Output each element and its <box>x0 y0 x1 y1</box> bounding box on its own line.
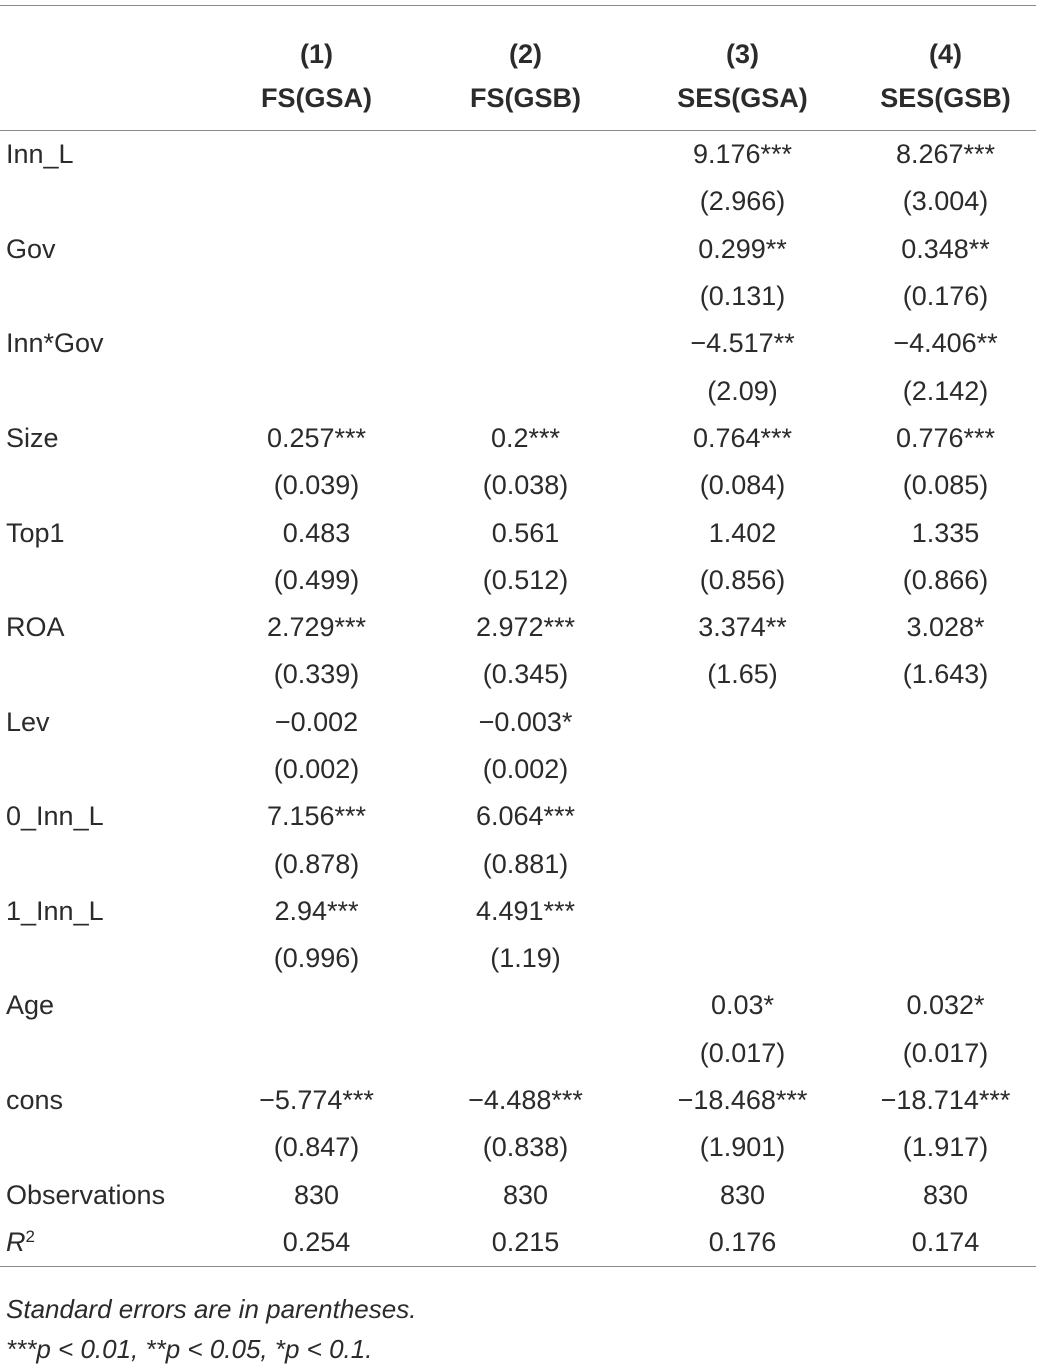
row-label <box>0 746 212 793</box>
table-cell: 0.483 <box>282 517 351 548</box>
table-cell: 0.764*** <box>692 422 793 453</box>
table-cell: (0.339) <box>273 659 360 690</box>
table-row <box>0 509 1036 556</box>
table-cell <box>421 367 630 414</box>
table-cell: (2.966) <box>699 186 786 217</box>
header-corner-2 <box>0 78 212 131</box>
table-cell <box>212 178 421 225</box>
row-label: 0_Inn_L <box>6 801 104 832</box>
table-cell: (1.901) <box>699 1132 786 1163</box>
header-col-3-name: SES(GSA) <box>630 78 855 131</box>
table-cell <box>212 131 421 179</box>
header-row-names <box>0 78 1036 131</box>
table-notes <box>6 1289 1036 1369</box>
table-row <box>0 935 1036 982</box>
table-cell <box>212 320 421 367</box>
table-row <box>0 367 1036 414</box>
table-row <box>0 131 1036 179</box>
note-standard-errors: Standard errors are in parentheses. <box>6 1294 417 1324</box>
table-cell <box>421 178 630 225</box>
row-label <box>0 367 212 414</box>
row-label: Age <box>6 990 55 1021</box>
table-cell: (0.176) <box>902 281 989 312</box>
header-col-1-name: FS(GSA) <box>212 78 421 131</box>
table-row <box>0 462 1036 509</box>
table-cell: −18.468*** <box>677 1085 808 1116</box>
table-cell: (0.131) <box>699 281 786 312</box>
table-cell: (2.142) <box>902 375 989 406</box>
table-cell: 1.335 <box>911 517 980 548</box>
table-cell: (0.002) <box>273 754 360 784</box>
table-cell: 0.776*** <box>895 422 996 453</box>
table-cell: (0.847) <box>273 1132 360 1163</box>
row-label-r-squared <box>0 1219 212 1267</box>
row-label: 1_Inn_L <box>6 895 104 926</box>
r-squared-superscript: 2 <box>25 1226 35 1246</box>
table-cell: 4.491*** <box>475 895 576 926</box>
table-cell: −4.488*** <box>468 1085 583 1116</box>
table-cell <box>212 1030 421 1077</box>
header-col-4-name: SES(GSB) <box>855 78 1036 131</box>
row-label <box>0 557 212 604</box>
row-label: Observations <box>6 1179 166 1210</box>
row-label: Inn*Gov <box>6 328 104 359</box>
table-row <box>0 1172 1036 1219</box>
table-cell: −4.517** <box>690 328 795 359</box>
row-label <box>0 178 212 225</box>
table-cell: 1.402 <box>708 517 777 548</box>
table-cell <box>630 840 855 887</box>
table-cell: (0.017) <box>902 1037 989 1068</box>
table-cell: 0.299** <box>698 233 787 264</box>
row-label <box>0 273 212 320</box>
table-cell: (0.085) <box>902 470 989 501</box>
table-cell <box>212 367 421 414</box>
table-cell: 3.028* <box>906 612 985 643</box>
table-row <box>0 888 1036 935</box>
row-label: cons <box>6 1085 64 1116</box>
table-row <box>0 557 1036 604</box>
table-cell: (0.002) <box>482 754 569 784</box>
header-corner <box>0 6 212 79</box>
row-label <box>0 935 212 982</box>
header-col-4-num: (4) <box>855 6 1036 79</box>
table-cell: (0.084) <box>699 470 786 501</box>
table-cell: (0.038) <box>482 470 569 501</box>
table-cell: −5.774*** <box>259 1085 374 1116</box>
table-cell: 2.94*** <box>274 895 359 926</box>
table-cell: (0.838) <box>482 1132 569 1163</box>
table-cell: (0.512) <box>482 564 569 595</box>
table-header <box>0 6 1036 131</box>
regression-results-table <box>0 5 1036 1267</box>
table-cell: 2.729*** <box>266 612 367 643</box>
table-row-r-squared <box>0 1219 1036 1267</box>
header-col-2-name: FS(GSB) <box>421 78 630 131</box>
table-cell: (1.643) <box>902 659 989 690</box>
table-cell <box>421 131 630 179</box>
table-cell <box>212 982 421 1029</box>
table-cell: (0.856) <box>699 564 786 595</box>
table-cell <box>855 935 1036 982</box>
table-cell: 7.156*** <box>266 801 367 832</box>
table-cell: 0.215 <box>421 1219 630 1267</box>
row-label <box>0 1124 212 1171</box>
table-row <box>0 746 1036 793</box>
row-label: Size <box>6 422 59 453</box>
table-row <box>0 604 1036 651</box>
row-label: Top1 <box>6 517 65 548</box>
row-label <box>0 651 212 698</box>
row-label: Lev <box>6 706 50 737</box>
table-body <box>0 131 1036 1267</box>
table-cell: (1.917) <box>902 1132 989 1163</box>
table-cell: −0.002 <box>274 706 359 737</box>
table-cell <box>630 746 855 793</box>
table-cell: 0.03* <box>710 990 775 1021</box>
table-cell <box>630 699 855 746</box>
row-label <box>0 1030 212 1077</box>
table-row <box>0 320 1036 367</box>
header-col-3-num: (3) <box>630 6 855 79</box>
table-cell: (0.345) <box>482 659 569 690</box>
table-cell <box>421 1030 630 1077</box>
table-cell: (2.09) <box>707 375 778 406</box>
table-cell: (0.499) <box>273 564 360 595</box>
table-cell <box>855 793 1036 840</box>
table-cell: 0.257*** <box>266 422 367 453</box>
table-cell: −0.003* <box>478 706 573 737</box>
table-cell: −18.714*** <box>880 1085 1011 1116</box>
table-cell: (0.866) <box>902 564 989 595</box>
table-cell: 830 <box>922 1179 969 1210</box>
table-row <box>0 1030 1036 1077</box>
row-label: ROA <box>6 612 65 643</box>
table-row <box>0 226 1036 273</box>
table-cell: 0.176 <box>630 1219 855 1267</box>
table-row <box>0 651 1036 698</box>
row-label <box>0 462 212 509</box>
header-col-2-num: (2) <box>421 6 630 79</box>
table-cell: 830 <box>719 1179 766 1210</box>
table-row <box>0 273 1036 320</box>
table-cell: (0.881) <box>482 848 569 879</box>
table-cell: 830 <box>502 1179 549 1210</box>
table-cell <box>212 273 421 320</box>
table-cell: 0.348** <box>901 233 990 264</box>
row-label <box>0 840 212 887</box>
table-cell <box>421 273 630 320</box>
table-row <box>0 178 1036 225</box>
table-cell: 0.032* <box>906 990 985 1021</box>
table-cell: −4.406** <box>893 328 998 359</box>
table-cell: 0.174 <box>855 1219 1036 1267</box>
table-cell: 2.972*** <box>475 612 576 643</box>
table-cell <box>855 699 1036 746</box>
table-cell: (1.65) <box>707 659 778 690</box>
table-cell: 830 <box>293 1179 340 1210</box>
table-cell: 6.064*** <box>475 801 576 832</box>
table-cell: (0.039) <box>273 470 360 501</box>
table-cell <box>630 888 855 935</box>
header-row-numbers <box>0 6 1036 79</box>
table-row <box>0 982 1036 1029</box>
table-cell <box>855 840 1036 887</box>
table-cell <box>630 793 855 840</box>
table-cell <box>421 226 630 273</box>
table-cell: (3.004) <box>902 186 989 217</box>
table-cell <box>421 982 630 1029</box>
row-label: Gov <box>6 233 56 264</box>
table-cell <box>630 935 855 982</box>
table-cell: 0.254 <box>212 1219 421 1267</box>
table-cell: (0.878) <box>273 848 360 879</box>
table-cell: (1.19) <box>490 943 561 974</box>
table-cell: (0.017) <box>699 1037 786 1068</box>
r-squared-base: R <box>6 1226 26 1257</box>
table-cell: 0.561 <box>491 517 560 548</box>
table-row <box>0 1077 1036 1124</box>
note-significance: ***p < 0.01, **p < 0.05, *p < 0.1. <box>6 1334 373 1364</box>
table-row <box>0 415 1036 462</box>
row-label: Inn_L <box>6 139 74 170</box>
table-row <box>0 699 1036 746</box>
header-col-1-num: (1) <box>212 6 421 79</box>
table-cell <box>212 226 421 273</box>
table-cell: (0.996) <box>273 943 360 974</box>
table-row <box>0 840 1036 887</box>
table-cell: 3.374** <box>698 612 787 643</box>
table-row <box>0 1124 1036 1171</box>
table-cell <box>855 888 1036 935</box>
table-cell: 8.267*** <box>895 139 996 170</box>
table-cell: 9.176*** <box>692 139 793 170</box>
table-cell: 0.2*** <box>490 422 561 453</box>
table-row <box>0 793 1036 840</box>
table-cell <box>855 746 1036 793</box>
table-cell <box>421 320 630 367</box>
